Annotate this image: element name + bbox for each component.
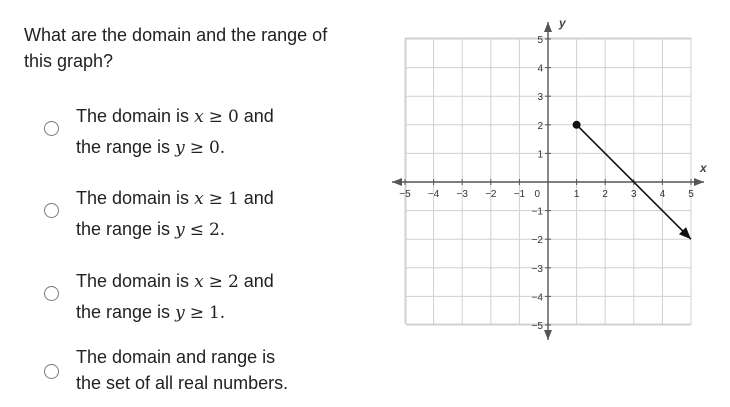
y-axis-arrow-up [544,22,552,32]
x-tick-label: −4 [427,189,440,200]
x-axis-arrow-right [694,178,704,186]
y-tick-label: 5 [537,35,543,46]
x-axis-label: x [700,161,707,175]
x-tick-label: 4 [659,189,666,200]
y-axis-arrow-down [544,330,552,340]
origin-label: 0 [534,189,540,200]
y-tick-label: −1 [531,206,543,218]
option-label: The domain is x ≥ 1 and the range is y ≤ 2. [76,188,274,240]
option-label: The domain and range is the set of all real numbers. [76,347,289,393]
question-text: What are the domain and the range of this graph? [24,25,328,71]
x-tick-label: −2 [485,189,497,200]
y-tick-label: 1 [537,149,543,161]
ray-endpoint [573,121,580,128]
y-tick-label: −5 [531,321,543,332]
x-tick-label: 2 [602,189,608,200]
x-axis-arrow-left [392,178,402,186]
x-tick-label: −5 [399,189,411,200]
x-tick-label: −1 [513,189,526,200]
option-label: The domain is x ≥ 2 and the range is y ≥ 1. [76,271,274,323]
y-tick-label: −2 [531,235,543,247]
y-tick-label: 2 [537,120,543,132]
x-tick-label: 3 [631,189,637,200]
y-axis-label: y [559,16,566,30]
y-tick-label: −3 [531,263,543,275]
x-tick-label: 5 [688,189,694,200]
y-tick-label: 4 [537,63,543,75]
x-tick-label: −3 [456,189,468,200]
x-tick-label: 1 [573,189,580,200]
option-label: The domain is x ≥ 0 and the range is y ≥ 0. [76,106,274,158]
y-tick-label: −4 [531,292,543,304]
y-tick-label: 3 [537,92,543,104]
